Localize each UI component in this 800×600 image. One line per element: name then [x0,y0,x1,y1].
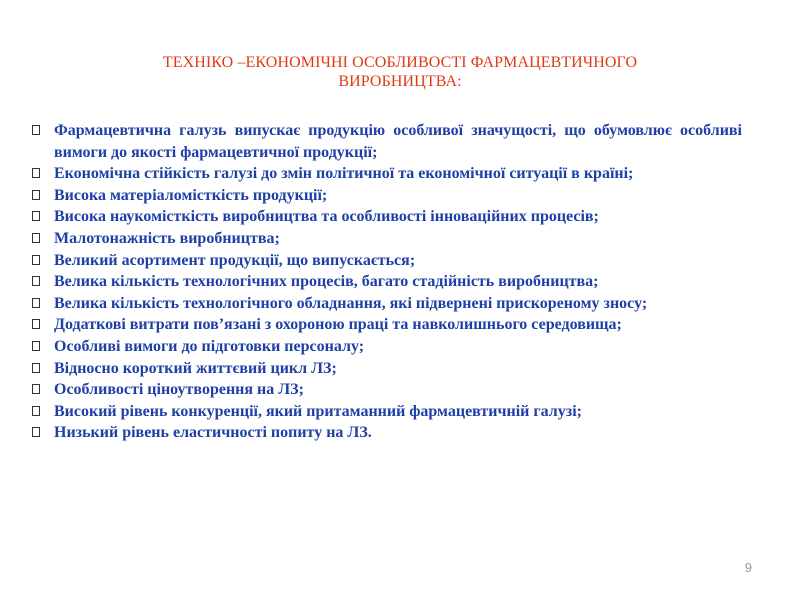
list-item-text: Велика кількість технологічних процесів, багато стадійність виробництва; [54,273,599,291]
list-item-text: Відносно короткий життєвий цикл ЛЗ; [54,359,337,377]
list-item [32,271,742,293]
checkbox-square-icon [32,125,40,135]
list-item [32,206,742,228]
features-list [32,120,742,444]
slide-title-line-1: ТЕХНІКО –ЕКОНОМІЧНІ ОСОБЛИВОСТІ ФАРМАЦЕВТИЧНОГО [162,54,638,71]
list-item-text: Висока наукомісткість виробництва та особливості інноваційних процесів; [54,208,599,226]
list-item [32,228,742,250]
list-item-text: Низький рівень еластичності попиту на ЛЗ. [54,424,372,442]
checkbox-square-icon [32,298,40,308]
checkbox-square-icon [32,276,40,286]
list-item [32,336,742,358]
slide-title [60,53,740,91]
checkbox-square-icon [32,190,40,200]
checkbox-square-icon [32,255,40,265]
checkbox-square-icon [32,211,40,221]
list-item [32,379,742,401]
list-item-text: Особливі вимоги до підготовки персоналу; [54,337,365,355]
list-item-text: Високий рівень конкуренції, який притаманний фармацевтичній галузі; [54,402,582,420]
list-item [32,422,742,444]
checkbox-square-icon [32,341,40,351]
list-item [32,120,742,163]
list-item-text: Малотонажність виробництва; [54,229,280,247]
list-item-text: Особливості ціноутворення на ЛЗ; [54,381,304,399]
list-item [32,358,742,380]
checkbox-square-icon [32,384,40,394]
list-item [32,314,742,336]
list-item [32,163,742,185]
list-item [32,250,742,272]
list-item [32,293,742,315]
list-item-text: Велика кількість технологічного обладнання, які підвернені прискореному зносу; [54,294,648,312]
checkbox-square-icon [32,363,40,373]
checkbox-square-icon [32,319,40,329]
page-number: 9 [744,560,752,575]
checkbox-square-icon [32,406,40,416]
checkbox-square-icon [32,168,40,178]
list-item-text: Висока матеріаломісткість продукції; [54,186,328,204]
list-item-text: Великий асортимент продукції, що випускається; [54,251,416,269]
list-item [32,401,742,423]
list-item [32,185,742,207]
list-item-text: Фармацевтична галузь випускає продукцію особливої значущості, що обумовлює особливі вимоги до якості фармацевтичної продукції; [54,122,742,161]
list-item-text: Додаткові витрати пов’язані з охороною праці та навколишнього середовища; [54,316,622,334]
checkbox-square-icon [32,427,40,437]
slide-title-line-2: ВИРОБНИЦТВА: [338,73,462,90]
checkbox-square-icon [32,233,40,243]
list-item-text: Економічна стійкість галузі до змін політичної та економічної ситуації в країні; [54,165,634,183]
